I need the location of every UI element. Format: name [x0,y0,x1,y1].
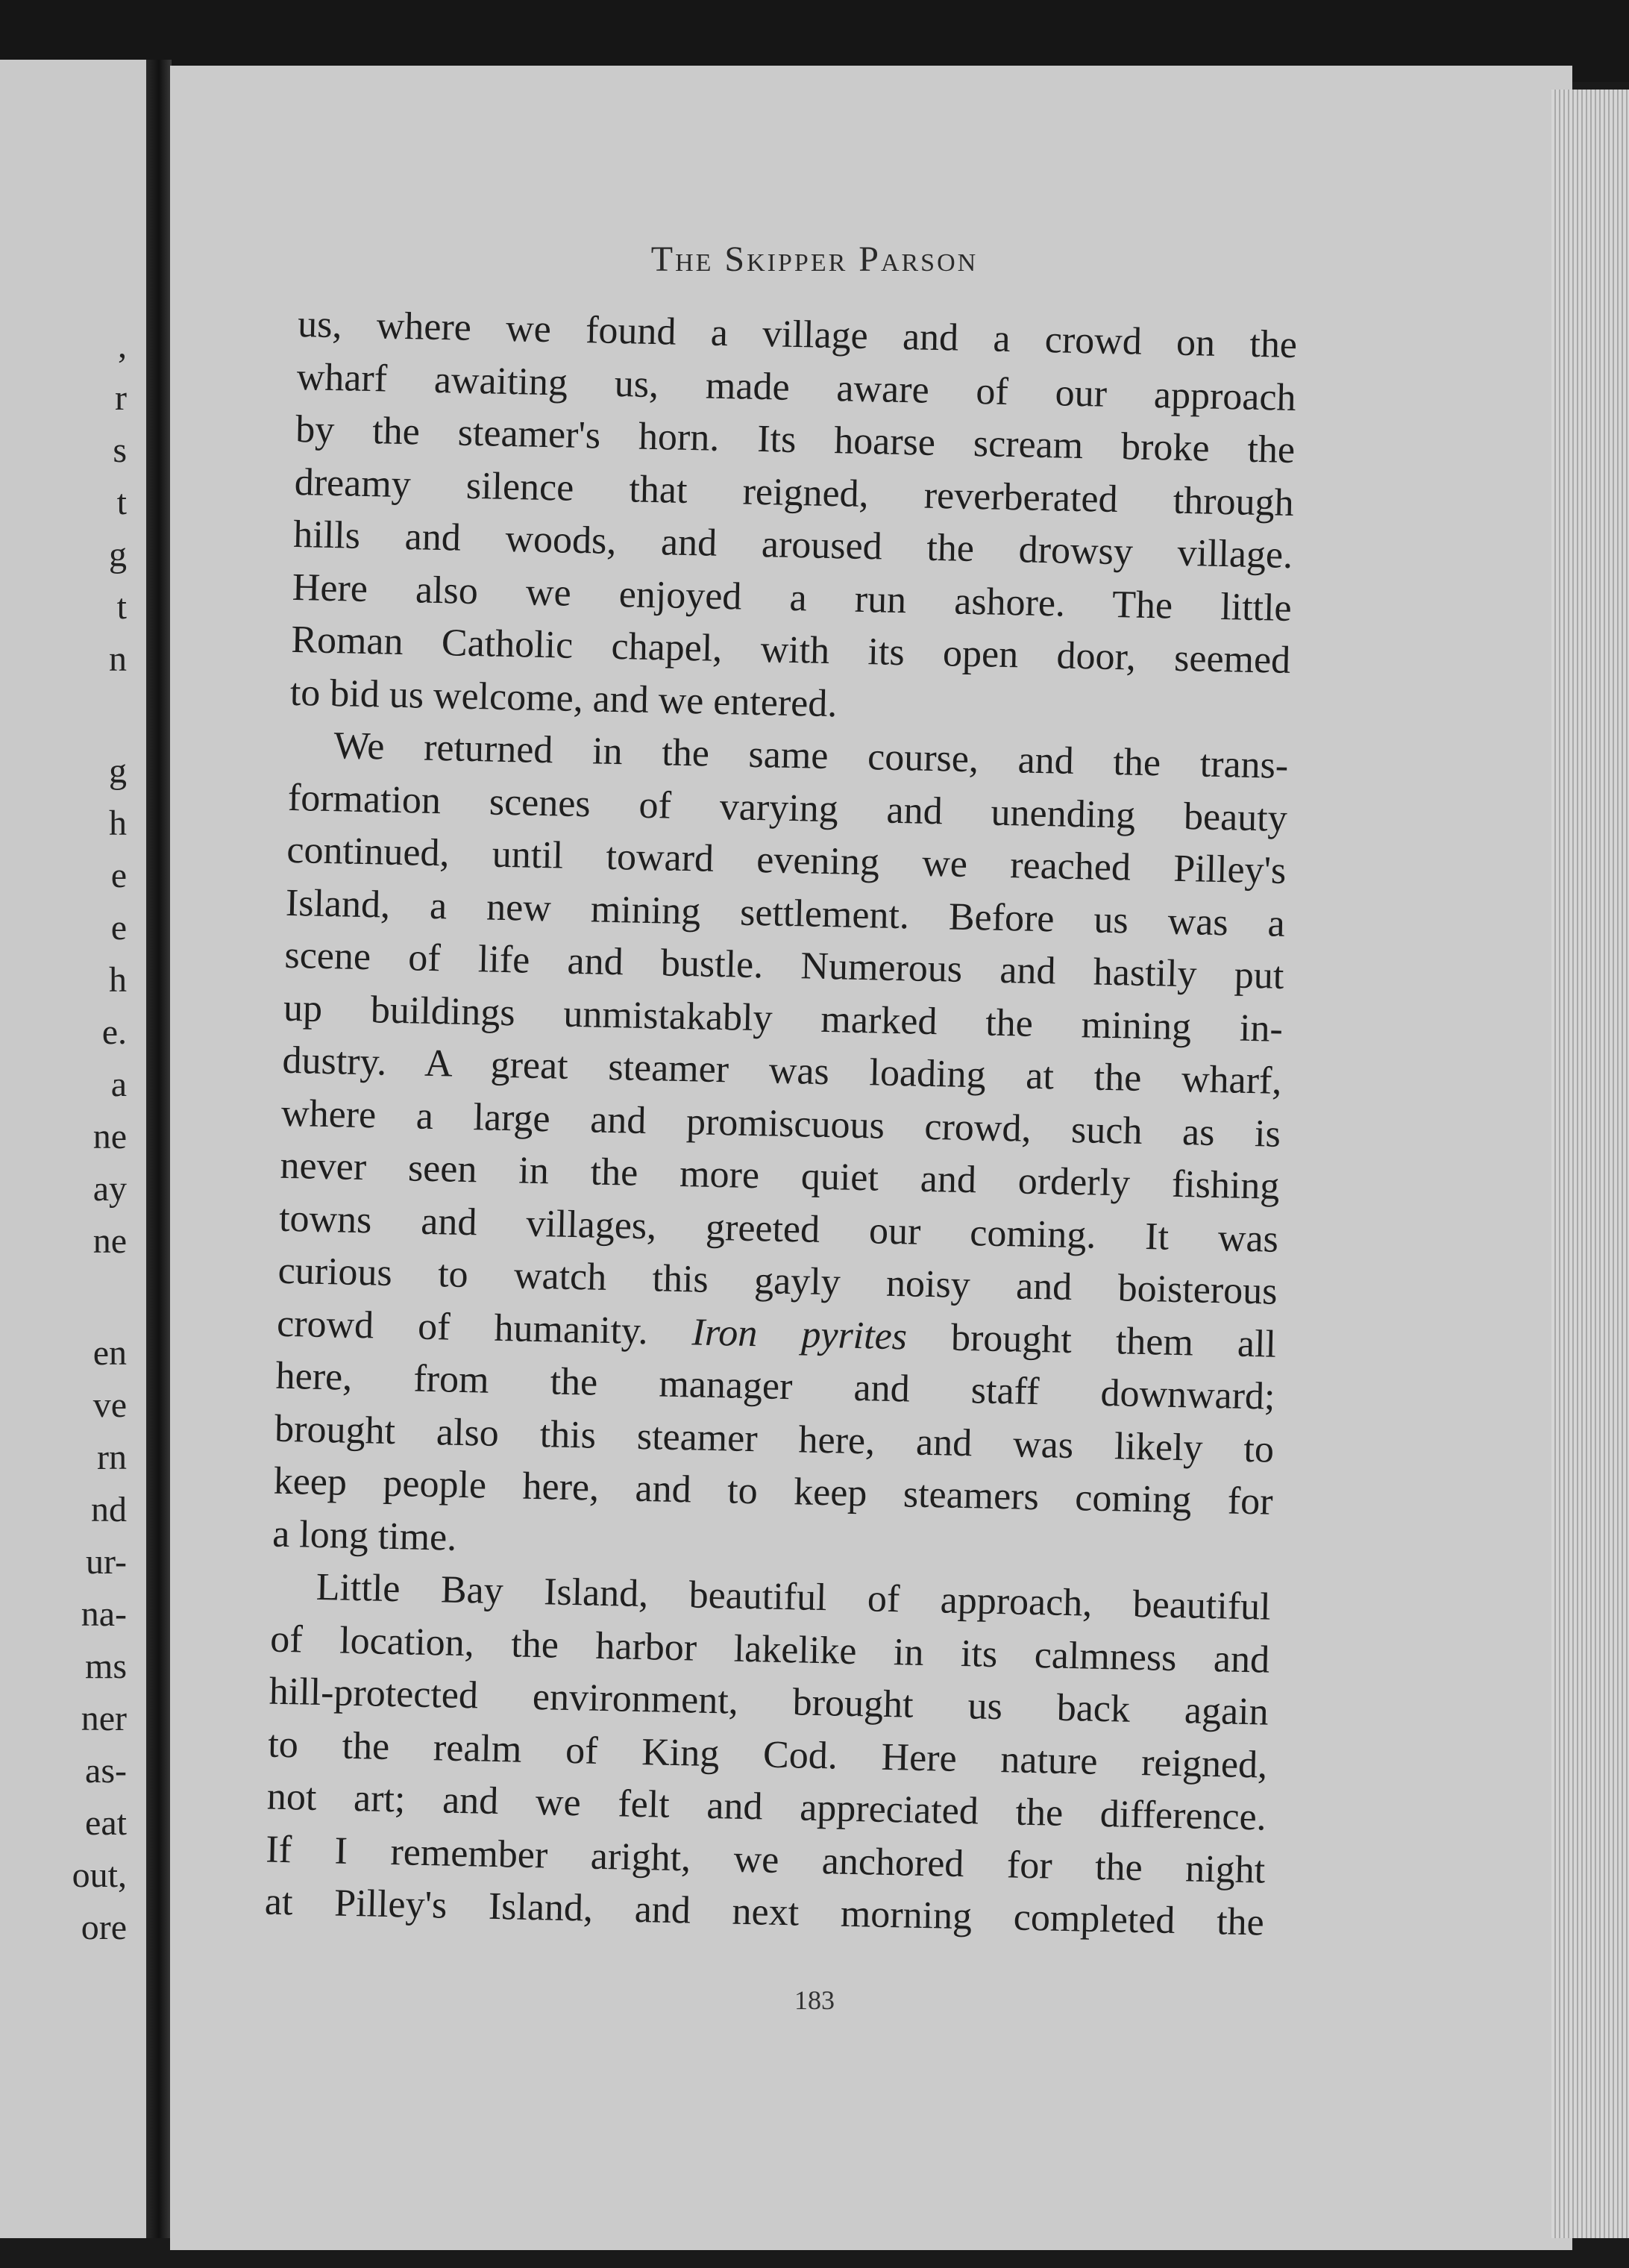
book-gutter [146,60,172,2238]
text-line: formation scenes of varying and unending beauty [287,776,1288,840]
text-line: towns and villages, greeted our coming. It was [278,1197,1279,1261]
text-line: hill-protected environment, brought us back again [269,1670,1269,1734]
facing-page-fragment: ore [81,1908,127,1947]
text-line: to the realm of King Cod. Here nature reigned, [267,1723,1268,1787]
facing-page-fragment: en [92,1333,127,1373]
facing-page-fragment: ur- [85,1542,127,1582]
text-line: We returned in the same course, and the trans- [333,724,1289,787]
facing-page-fragment: eat [85,1803,127,1843]
text-line: If I remember aright, we anchored for the night [265,1828,1266,1892]
facing-page-fragment: nd [91,1490,127,1529]
text-line: Roman Catholic chapel, with its open door, seemed [290,618,1291,682]
text-line: Little Bay Island, beautiful of approach, beautiful [316,1565,1272,1629]
text-line: crowd of humanity. Iron pyrites brought them all [276,1302,1277,1366]
page-number: 183 [794,1985,835,2015]
facing-page-fragment: t [116,483,127,522]
text-line: at Pilley's Island, and next morning completed the [264,1880,1265,1944]
facing-page-fragment: g [109,751,127,791]
facing-page-text-fragments [0,0,127,2268]
running-head: The Skipper Parson [650,239,979,279]
text-line: hills and woods, and aroused the drowsy village. [292,513,1293,577]
text-line: here, from the manager and staff downward; [275,1354,1276,1418]
facing-page-fragment: s [113,430,127,470]
text-line: of location, the harbor lakelike in its calmness and [269,1617,1270,1682]
text-line: where a large and promiscuous crowd, such as is [280,1091,1281,1156]
text-line: keep people here, and to keep steamers coming for [273,1459,1274,1523]
text-line: never seen in the more quiet and orderly fishing [280,1144,1280,1208]
facing-page-fragment: e [110,856,127,895]
text-line: by the steamer's horn. Its hoarse scream broke the [295,407,1296,472]
facing-page-fragment: ay [92,1169,127,1209]
text-line: dustry. A great steamer was loading at the wharf, [282,1039,1282,1103]
facing-page-fragment: h [109,803,127,843]
facing-page-fragment: n [109,639,127,679]
page-edges [1551,90,1629,2238]
facing-page-fragment: ve [92,1385,127,1425]
facing-page-fragment: h [109,960,127,1000]
facing-page-fragment: a [110,1065,127,1104]
text-line: scene of life and bustle. Numerous and hastily put [283,933,1284,997]
facing-page-fragment: ner [81,1699,127,1738]
text-line: to bid us welcome, and we entered. [289,671,838,725]
facing-page-fragment: ne [92,1117,127,1156]
text-line: a long time. [272,1512,457,1559]
facing-page-fragment: e. [101,1012,127,1052]
text-line: curious to watch this gayly noisy and boisterous [277,1249,1278,1313]
facing-page-fragment: ne [92,1221,127,1261]
text-line: us, where we found a village and a crowd on the [297,302,1298,367]
text-line: up buildings unmistakably marked the mining in- [283,986,1284,1050]
facing-page-fragment: g [109,535,127,574]
text-line: dreamy silence that reigned, reverberated through [294,460,1295,524]
facing-page-fragment: , [118,326,127,366]
text-line: continued, until toward evening we reached Pilley's [286,828,1287,892]
text-line: Island, a new mining settlement. Before us was a [285,881,1286,945]
facing-page-fragment: r [115,378,127,418]
facing-page-fragment: rn [97,1438,127,1477]
facing-page-fragment: out, [72,1855,127,1895]
text-line: Here also we enjoyed a run ashore. The little [292,566,1293,630]
facing-page-fragment: as- [85,1751,127,1791]
facing-page-fragment: ms [84,1647,127,1686]
facing-page-fragment: na- [81,1594,127,1634]
body-text [264,298,1297,1949]
text-line: brought also this steamer here, and was likely to [274,1407,1275,1471]
text-line: not art; and we felt and appreciated the difference. [266,1775,1267,1839]
facing-page-fragment: t [116,587,127,627]
facing-page-fragment: e [110,908,127,947]
text-line: wharf awaiting us, made aware of our approach [296,355,1297,419]
